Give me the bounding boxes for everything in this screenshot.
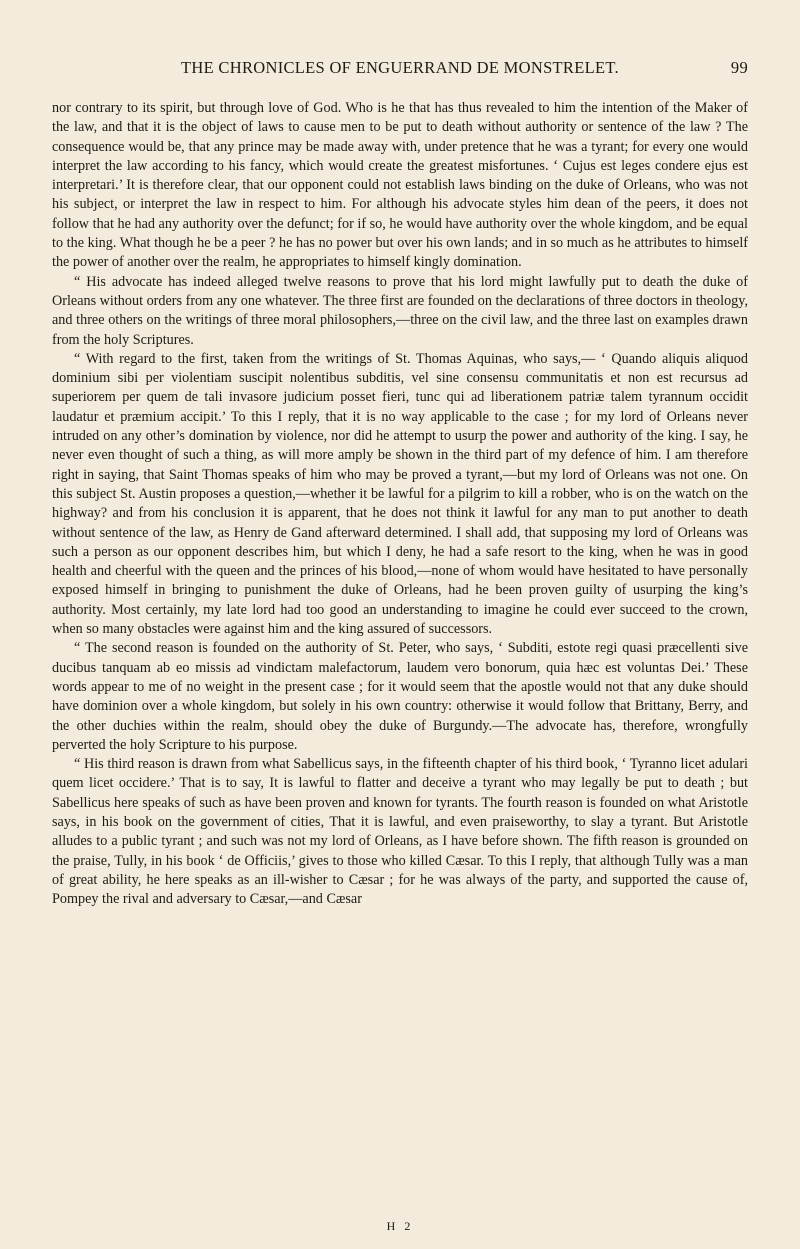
paragraph-4: “ The second reason is founded on the authority of St. Peter, who says, ‘ Subditi, estote regi quasi præcellenti sive ducibus tanquam ab eo missis ad vindictam malefactorum, laudem vero bonorum, quia hæc est voluntas Dei.’ These words appear to me of no weight in the present case ; for it would seem that the apostle would not that any duke should have dominion over a whole kingdom, but solely in his own country: otherwise it would follow that Brittany, Berry, and the other duchies within the realm, should obey the duke of Burgundy.—The advocate has, therefore, wrongfully perverted the holy Scripture to his purpose. — [52, 640, 748, 753]
signature-mark: H 2 — [386, 1219, 414, 1233]
paragraph-5: “ His third reason is drawn from what Sabellicus says, in the fifteenth chapter of his third book, ‘ Tyranno licet adulari quem licet occidere.’ That is to say, It is lawful to flatter and deceive a tyrant who may legally be put to death ; but Sabellicus here speaks of such as have been proven and known for tyrants. The fourth reason is founded on what Aristotle says, in his book on the government of cities, That it is lawful, and even praiseworthy, to slay a tyrant. But Aristotle alludes to a public tyrant ; and such was not my lord of Orleans, as I have before shown. The fifth reason is grounded on the praise, Tully, in his book ‘ de Officiis,’ gives to those who killed Cæsar. To this I reply, that although Tully was a man of great ability, he here speaks as an ill-wisher to Cæsar ; for he was always of the party, and supported the cause of, Pompey the rival and adversary to Cæsar,—and Cæsar — [52, 756, 748, 908]
running-header — [52, 58, 748, 84]
paragraph-3: “ With regard to the first, taken from the writings of St. Thomas Aquinas, who says,— ‘ Quando aliquis aliquod dominium sibi per violentiam suscipit nolentibus subditis, vel sine consensu communitatis et non est recursus ad superiorem per quem de tali invasore judicium posset fieri, tunc qui ad liberationem patriæ talem tyrannum occidit laudatur et præmium accipit.’ To this I reply, that it is no way applicable to the case ; for my lord of Orleans never intruded on any other’s domination by violence, nor did he attempt to usurp the power and authority of the king. I say, he never even thought of such a thing, as will more amply be shown in the third part of my defence of him. I am therefore right in saying, that Saint Thomas speaks of him who may be proved a tyrant,—but my lord of Orleans was not one. On this subject St. Austin proposes a question,—whether it be lawful for a pilgrim to kill a robber, who is on the watch on the highway? and from his conclusion it is apparent, that he does not think it lawful for any man to put another to death without sentence of the law, as Henry de Gand afterward determined. I shall add, that supposing my lord of Orleans was such a person as our opponent describes him, but which I deny, he had a safe resort to the king, when he was in good health and cheerful with the queen and the princes of his blood,—none of whom would have hesitated to have personally exposed himself in bringing to punishment the duke of Orleans, had he been proven guilty of usurping the king’s authority. Most certainly, my late lord had too good an understanding to imagine he could ever succeed to the crown, when so many obstacles were against him and the king assured of successors. — [52, 350, 748, 638]
page-number: 99 — [730, 58, 748, 77]
paragraph-2: “ His advocate has indeed alleged twelve reasons to prove that his lord might lawfully put to death the duke of Orleans without orders from any one whatever. The three first are founded on the declarations of three doctors in theology, and three others on the writings of three moral philosophers,—three on the civil law, and the three last on examples drawn from the holy Scriptures. — [52, 273, 748, 348]
running-title: THE CHRONICLES OF ENGUERRAND DE MONSTRELET. — [181, 58, 619, 77]
paragraph-1: nor contrary to its spirit, but through love of God. Who is he that has thus revealed to him the intention of the Maker of the law, and that it is the object of laws to cause men to be put to death without authority or sentence of the law ? The consequence would be, that any prince may be made away with, under pretence that he was a tyrant; for every one would interpret the law according to his fancy, which would create the greatest misfortunes. ‘ Cujus est leges condere ejus est interpretari.’ It is therefore clear, that our opponent could not establish laws binding on the duke of Orleans, who was not his subject, or interpret the law in respect to him. For although his advocate styles him dean of the peers, it does not follow that he had any authority over the defunct; for if so, he would have authority over the whole kingdom, and be equal to the king. What though he be a peer ? he has no power but over his own lands; and in so much as he attributes to himself the power of another over the realm, he appropriates to himself kingly domination. — [52, 100, 748, 271]
page-body — [52, 99, 748, 909]
